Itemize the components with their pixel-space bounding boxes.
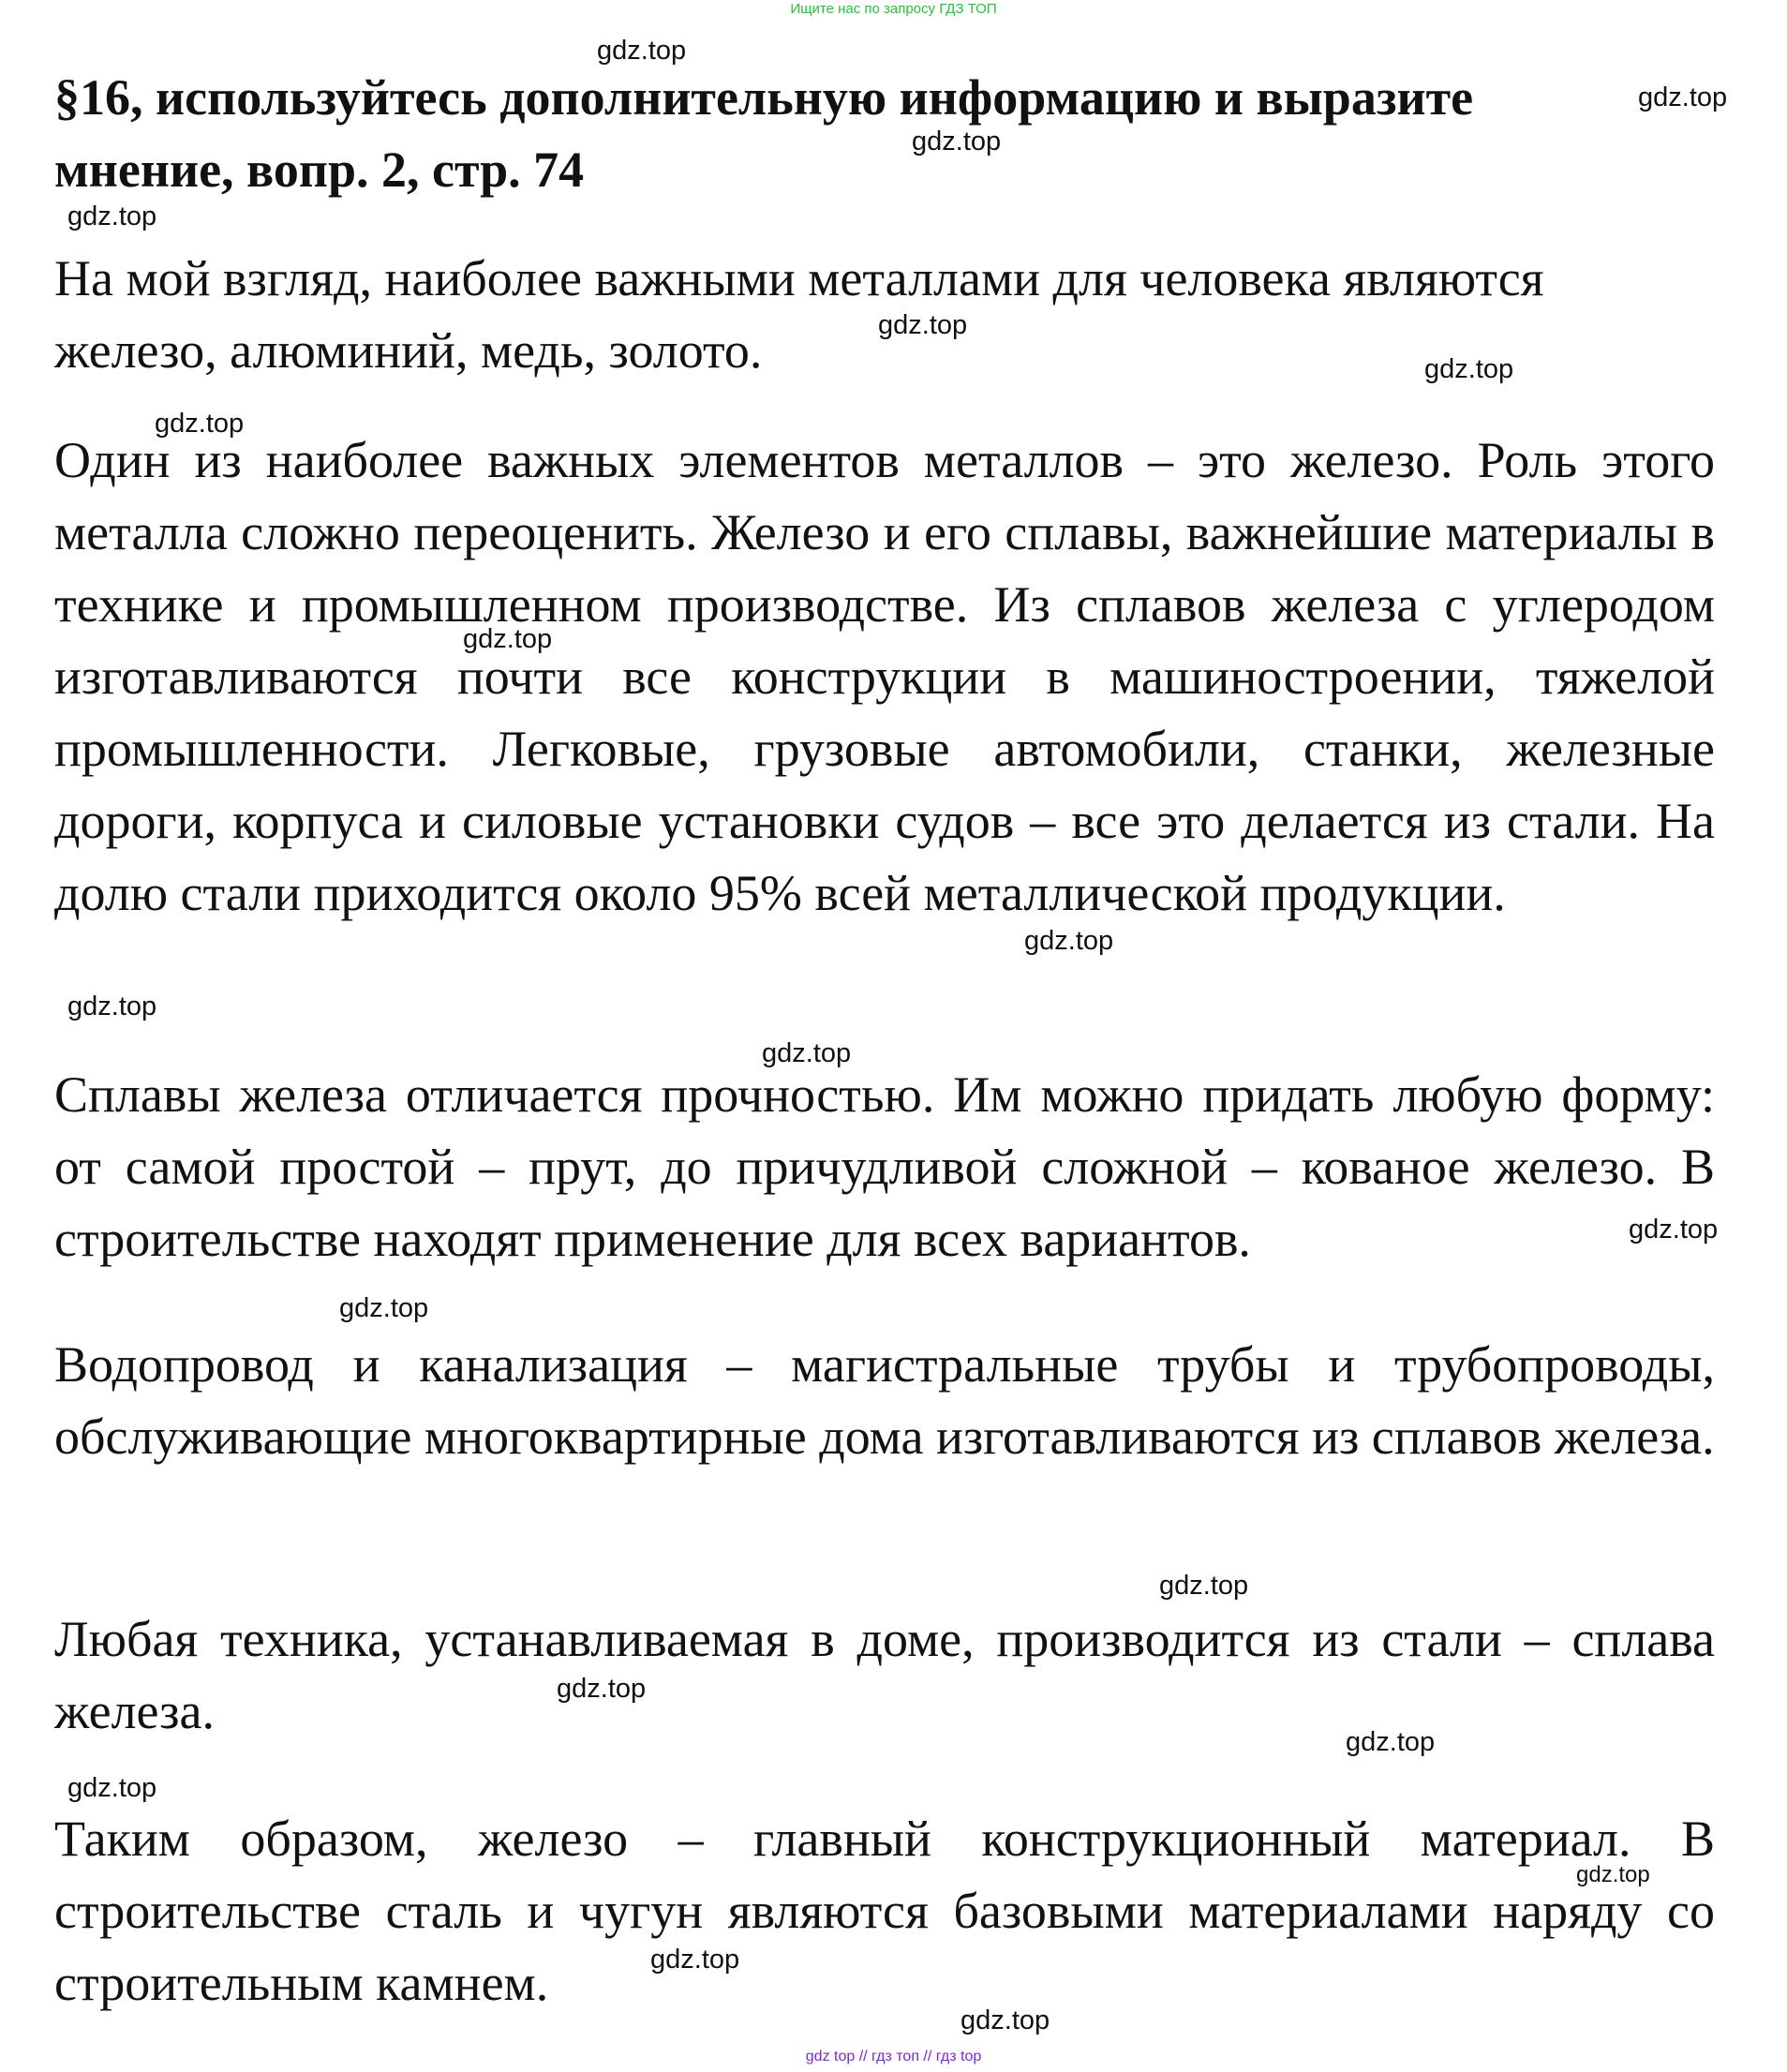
watermark: gdz.top: [597, 36, 687, 66]
watermark: gdz.top: [67, 991, 157, 1021]
watermark: gdz.top: [961, 2005, 1050, 2035]
watermark: gdz.top: [155, 409, 245, 439]
page-title: §16, используйтесь дополнительную информацию и выразите мнение, вопр. 2, стр. 74: [54, 69, 1474, 198]
watermark: gdz.top: [878, 310, 968, 340]
watermark: gdz.top: [1638, 82, 1728, 112]
watermark: gdz.top: [1424, 354, 1514, 384]
top-banner: Ищите нас по запросу ГДЗ ТОП: [790, 1, 997, 17]
watermark: gdz.top: [1024, 926, 1114, 956]
watermark: gdz.top: [1346, 1727, 1436, 1757]
paragraph-1: На мой взгляд, наиболее важными металлами для человека являются железо, алюминий, медь, золото.: [54, 250, 1544, 379]
watermark: gdz.top: [463, 624, 553, 654]
paragraph-4: Водопровод и канализация – магистральные трубы и трубопроводы, обслуживающие многоквартирные дома изготавливаются из сплавов железа.: [54, 1336, 1715, 1465]
watermark: gdz.top: [339, 1293, 429, 1323]
watermark: gdz.top: [912, 127, 1002, 157]
watermark: gdz.top: [650, 1945, 740, 1975]
watermark: gdz.top: [1159, 1571, 1249, 1601]
watermark: gdz.top: [67, 1773, 157, 1803]
watermark: gdz.top: [762, 1038, 852, 1068]
paragraph-3: Сплавы железа отличается прочностью. Им можно придать любую форму: от самой простой – прут, до причудливой сложной – кованое железо. В строительстве находят применение для всех вариантов.: [54, 1066, 1715, 1267]
paragraph-6: Таким образом, железо – главный конструкционный материал. В строительстве сталь и чугун являются базовыми материалами наряду со строительным камнем.: [54, 1811, 1715, 2011]
watermark: gdz.top: [67, 201, 157, 231]
watermark: gdz.top: [1576, 1862, 1650, 1887]
watermark: gdz.top: [1629, 1215, 1719, 1245]
paragraph-2: Один из наиболее важных элементов металлов – это железо. Роль этого металла сложно переоценить. Железо и его сплавы, важнейшие материалы в технике и промышленном производстве. Из сплавов железа с углеродом изготавливаются почти все конструкции в машиностроении, тяжелой промышленности. Легковые, грузовые автомобили, станки, железные дороги, корпуса и силовые установки судов – все это делается из стали. На долю стали приходится около 95% всей металлической продукции.: [54, 432, 1715, 921]
paragraph-5: Любая техника, устанавливаемая в доме, производится из стали – сплава железа.: [54, 1611, 1715, 1739]
footer-links: gdz top // гдз топ // гдз top: [805, 2049, 982, 2065]
watermark: gdz.top: [557, 1674, 647, 1704]
